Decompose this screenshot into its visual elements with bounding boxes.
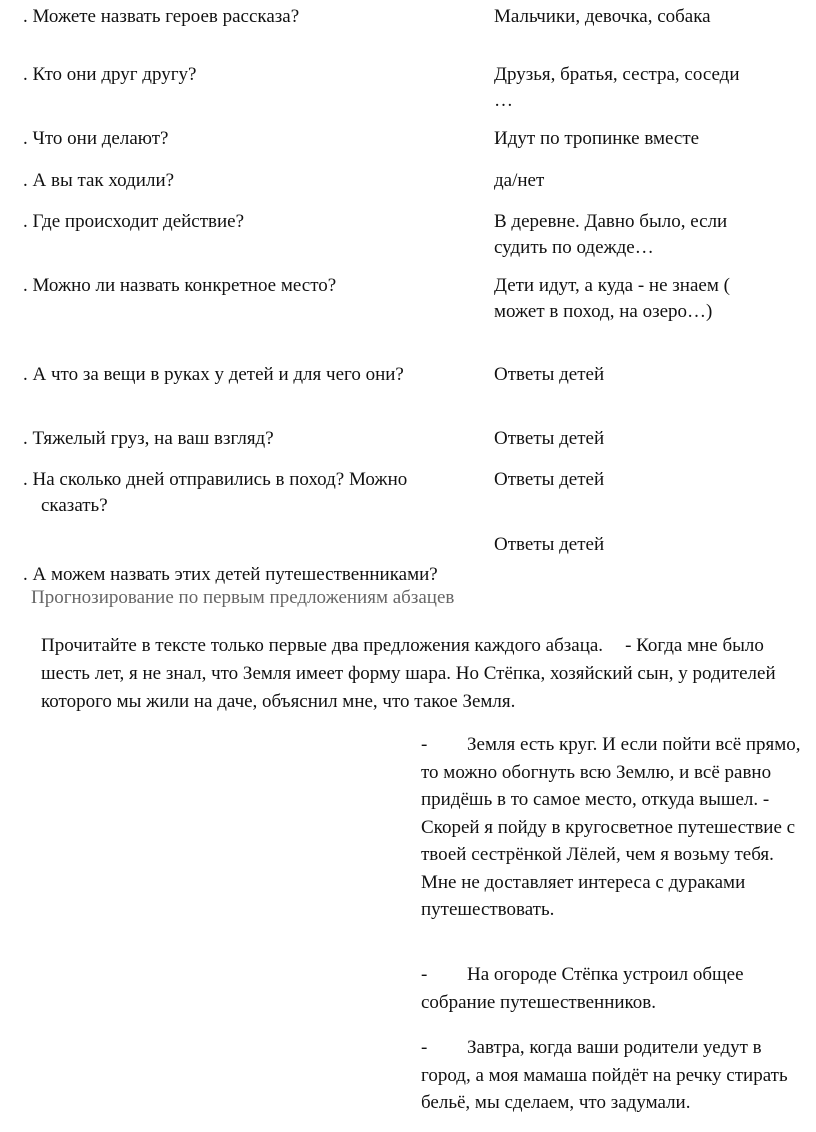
answer-6-line-2: может в поход, на озеро…) xyxy=(494,301,713,322)
answer-9: Ответы детей xyxy=(494,469,605,490)
answer-5-line-2: судить по одежде… xyxy=(494,237,654,258)
paragraph-1-text: Земля есть круг. И если пойти всё прямо, то можно обогнуть всю Землю, и всё равно придёшь в то самое место, откуда вышел. - Скорей я пойду в кругосветное путешествие с твоей сестрёнкой Лёлей, чем я возьму тебя. Мне не доставляет интереса с дураками путешествовать. xyxy=(421,734,801,920)
question-1: . Можете назвать героев рассказа? xyxy=(23,6,300,27)
story-paragraph-2 xyxy=(421,961,801,1016)
paragraph-3-text: Завтра, когда ваши родители уедут в город, а моя мамаша пойдёт на речку стирать бельё, мы сделаем, что задумали. xyxy=(421,1037,788,1113)
question-4: . А вы так ходили? xyxy=(23,170,175,191)
intro-paragraph xyxy=(41,632,801,716)
answer-1: Мальчики, девочка, собака xyxy=(494,6,711,27)
question-2: . Кто они друг другу? xyxy=(23,64,197,85)
answer-5-line-1: В деревне. Давно было, если xyxy=(494,211,728,232)
instruction-text: Прочитайте в тексте только первые два предложения каждого абзаца. xyxy=(41,635,604,656)
answer-2-line-1: Друзья, братья, сестра, соседи xyxy=(494,64,740,85)
story-paragraph-3 xyxy=(421,1034,801,1117)
story-paragraph-1 xyxy=(421,731,801,924)
question-8: . Тяжелый груз, на ваш взгляд? xyxy=(23,428,274,449)
answer-4: да/нет xyxy=(494,170,545,191)
answer-7: Ответы детей xyxy=(494,364,605,385)
paragraph-2-dash: - xyxy=(421,964,428,985)
question-9-line-2: сказать? xyxy=(41,495,108,516)
question-6: . Можно ли назвать конкретное место? xyxy=(23,275,337,296)
section-subtitle: Прогнозирование по первым предложениям абзацев xyxy=(31,587,455,608)
answer-3: Идут по тропинке вместе xyxy=(494,128,700,149)
question-5: . Где происходит действие? xyxy=(23,211,245,232)
answer-6-line-1: Дети идут, а куда - не знаем ( xyxy=(494,275,730,296)
paragraph-1-dash: - xyxy=(421,734,428,755)
answer-2-line-2: … xyxy=(494,90,513,111)
question-9 xyxy=(23,467,463,519)
paragraph-2-text: На огороде Стёпка устроил общее собрание путешественников. xyxy=(421,964,744,1013)
answer-2 xyxy=(494,62,794,114)
answer-10: Ответы детей xyxy=(494,534,605,555)
answer-5 xyxy=(494,209,794,261)
paragraph-3-dash: - xyxy=(421,1037,428,1058)
question-7: . А что за вещи в руках у детей и для чего они? xyxy=(23,364,404,385)
question-11: . А можем назвать этих детей путешественниками? xyxy=(23,564,438,585)
question-3: . Что они делают? xyxy=(23,128,169,149)
story-opening-text: - Когда мне было шесть лет, я не знал, что Земля имеет форму шара. Но Стёпка, хозяйский сын, у родителей которого мы жили на даче, объяснил мне, что такое Земля. xyxy=(41,635,776,712)
answer-8: Ответы детей xyxy=(494,428,605,449)
answer-6 xyxy=(494,273,794,325)
question-9-line-1: . На сколько дней отправились в поход? Можно xyxy=(23,469,408,490)
